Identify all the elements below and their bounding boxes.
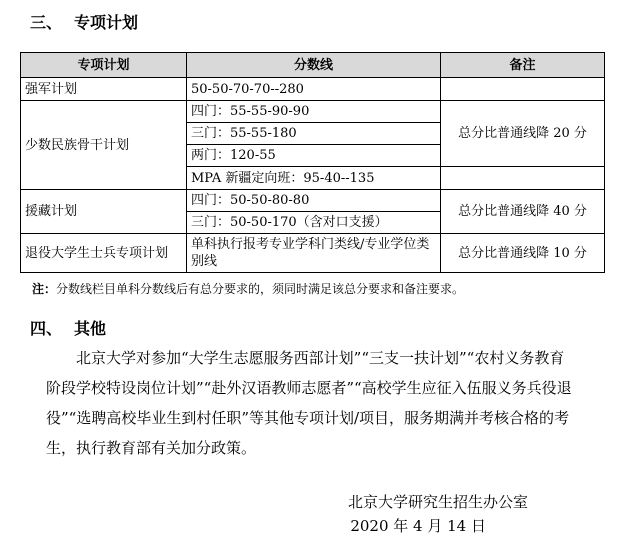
plan-name-tuiyi: 退役大学生士兵专项计划 (21, 234, 187, 273)
remark-shaoshu: 总分比普通线降 20 分 (441, 101, 605, 167)
score-shaoshu-4: 四门：55-55-90-90 (187, 101, 441, 123)
remark-tuiyi: 总分比普通线降 10 分 (441, 234, 605, 273)
score-shaoshu-3: 三门：55-55-180 (187, 123, 441, 145)
other-plans-paragraph (46, 343, 578, 463)
score-yuanzang-3: 三门：50-50-170（含对口支援） (187, 212, 441, 234)
paragraph-text: 北京大学对参加“大学生志愿服务西部计划”“三支一扶计划”“农村义务教育阶段学校特设岗位计划”“赴外汉语教师志愿者”“高校学生应征入伍服义务兵役退役”“选聘高校毕业生到村任职”等其他专项计划/项目，服务期满并考核合格的考生，执行教育部有关加分政策。 (46, 349, 572, 457)
plan-name-shaoshu: 少数民族骨干计划 (21, 101, 187, 190)
table-row (21, 101, 605, 123)
score-shaoshu-mpa: MPA 新疆定向班：95-40--135 (187, 167, 441, 190)
header-remark: 备注 (441, 53, 605, 78)
section-4-heading (30, 316, 106, 339)
score-shaoshu-2: 两门：120-55 (187, 145, 441, 167)
section-3-title: 专项计划 (74, 13, 139, 32)
remark-yuanzang: 总分比普通线降 40 分 (441, 190, 605, 234)
plan-name-qiangjun: 强军计划 (21, 78, 187, 101)
section-4-number: 四、 (30, 319, 63, 338)
table-header-row (21, 53, 605, 78)
table-row (21, 78, 605, 101)
section-3-heading (30, 10, 138, 33)
section-4-title: 其他 (74, 319, 107, 338)
signature-org: 北京大学研究生招生办公室 (347, 493, 528, 511)
header-score: 分数线 (187, 53, 441, 78)
score-qiangjun: 50-50-70-70--280 (187, 78, 441, 101)
table-note (32, 280, 464, 297)
table-row (21, 234, 605, 273)
score-tuiyi: 单科执行报考专业学科门类线/专业学位类别线 (187, 234, 441, 273)
note-label: 注： (32, 282, 57, 296)
plan-name-yuanzang: 援藏计划 (21, 190, 187, 234)
section-3-number: 三、 (30, 13, 63, 32)
score-yuanzang-4: 四门：50-50-80-80 (187, 190, 441, 212)
special-plan-table (20, 52, 605, 273)
header-plan: 专项计划 (21, 53, 187, 78)
table-row (21, 190, 605, 212)
remark-qiangjun (441, 78, 605, 101)
remark-shaoshu-mpa (441, 167, 605, 190)
signature-date: 2020 年 4 月 14 日 (350, 517, 486, 535)
note-text: 分数线栏目单科分数线后有总分要求的，须同时满足该总分要求和备注要求。 (56, 282, 465, 296)
